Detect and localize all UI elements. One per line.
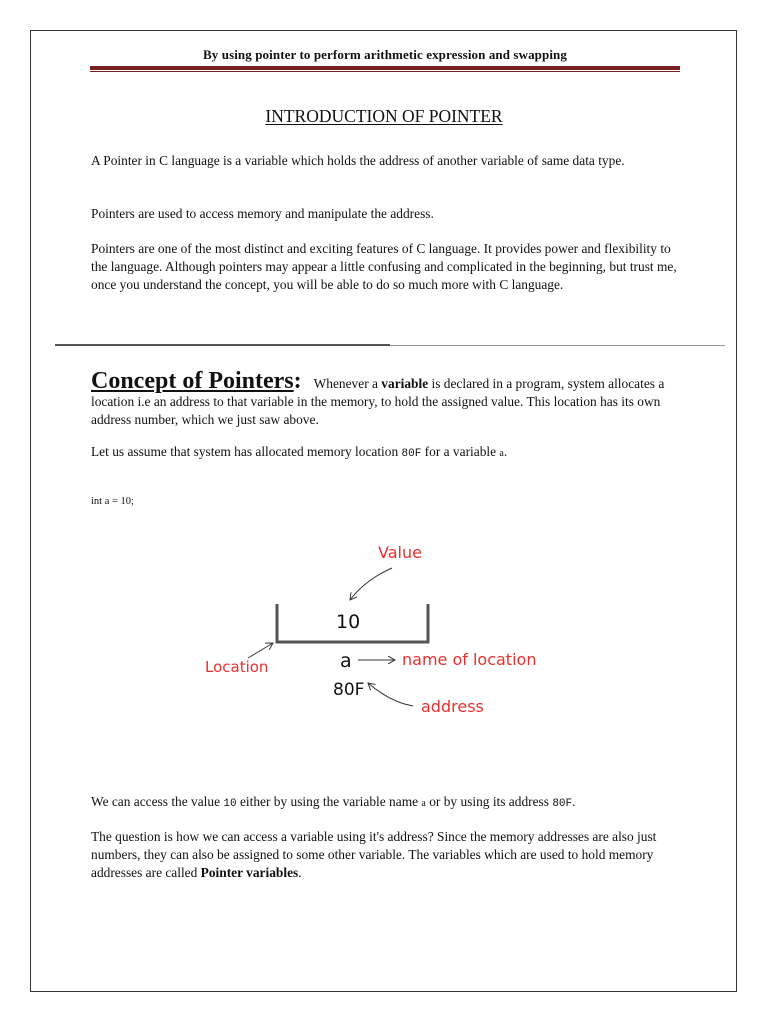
access-text-2: either by using the variable name — [236, 794, 422, 809]
access-text-4: The question is how we can access a variable using it's address? Since the memory addresses are also just numbers, they can also be assigned to some other variable. The variables which are used to hold memory addresses are called — [91, 829, 657, 880]
address-value: 80F — [333, 680, 365, 700]
access-address: 80F — [552, 798, 573, 810]
concept-text-1: Whenever a — [313, 376, 382, 391]
header-rule — [90, 66, 680, 70]
concept-bold-variable: variable — [381, 376, 429, 391]
assume-address: 80F — [401, 448, 422, 460]
assume-text-end: . — [503, 444, 508, 459]
assume-text: Let us assume that system has allocated memory location — [91, 444, 402, 459]
access-paragraph-1 — [91, 793, 681, 813]
access-text-1: We can access the value — [91, 794, 224, 809]
intro-paragraph-1: A Pointer in C language is a variable which holds the address of another variable of same data type. — [91, 153, 625, 168]
assume-variable: a — [499, 448, 504, 459]
code-line: int a = 10; — [91, 496, 134, 507]
access-paragraph-2 — [91, 828, 681, 882]
location-arrow — [248, 643, 273, 658]
location-label: Location — [205, 658, 269, 676]
assume-text-mid: for a variable — [421, 444, 500, 459]
concept-heading-colon: : — [293, 368, 302, 394]
access-text-3: or by using its address — [425, 794, 553, 809]
name-of-location-label: name of location — [402, 650, 537, 669]
access-value: 10 — [223, 798, 237, 810]
variable-name: a — [340, 650, 352, 672]
address-label: address — [421, 697, 484, 716]
memory-diagram — [0, 530, 768, 730]
concept-paragraph — [91, 368, 691, 463]
value-label: Value — [378, 543, 422, 562]
address-arrow — [368, 683, 413, 706]
concept-text-2: is declared in a program, system allocates a location i.e an address to that variable in the memory, to hold the assigned value. This location has its own address number, which we just saw above. — [91, 376, 665, 427]
assume-paragraph — [91, 443, 691, 463]
concept-heading: Concept of Pointers — [91, 368, 294, 394]
intro-paragraph-3: Pointers are one of the most distinct and exciting features of C language. It provides power and flexibility to the language. Although pointers may appear a little confusing and complicated in the beginning, but trust me, once you understand the concept, you will be able to do so much more with C language. — [91, 241, 677, 292]
access-variable: a — [421, 798, 426, 809]
section-divider-accent — [55, 344, 390, 346]
value-arrow — [350, 568, 392, 600]
access-text-end: . — [572, 794, 576, 809]
cell-value: 10 — [336, 611, 361, 633]
access-text-end-2: . — [298, 865, 302, 880]
intro-paragraph-2: Pointers are used to access memory and manipulate the address. — [91, 206, 434, 221]
header-rule-thin — [90, 71, 680, 72]
header-title: By using pointer to perform arithmetic expression and swapping — [203, 47, 567, 62]
pointer-variables-bold: Pointer variables — [200, 865, 299, 880]
intro-heading: INTRODUCTION OF POINTER — [265, 106, 503, 126]
